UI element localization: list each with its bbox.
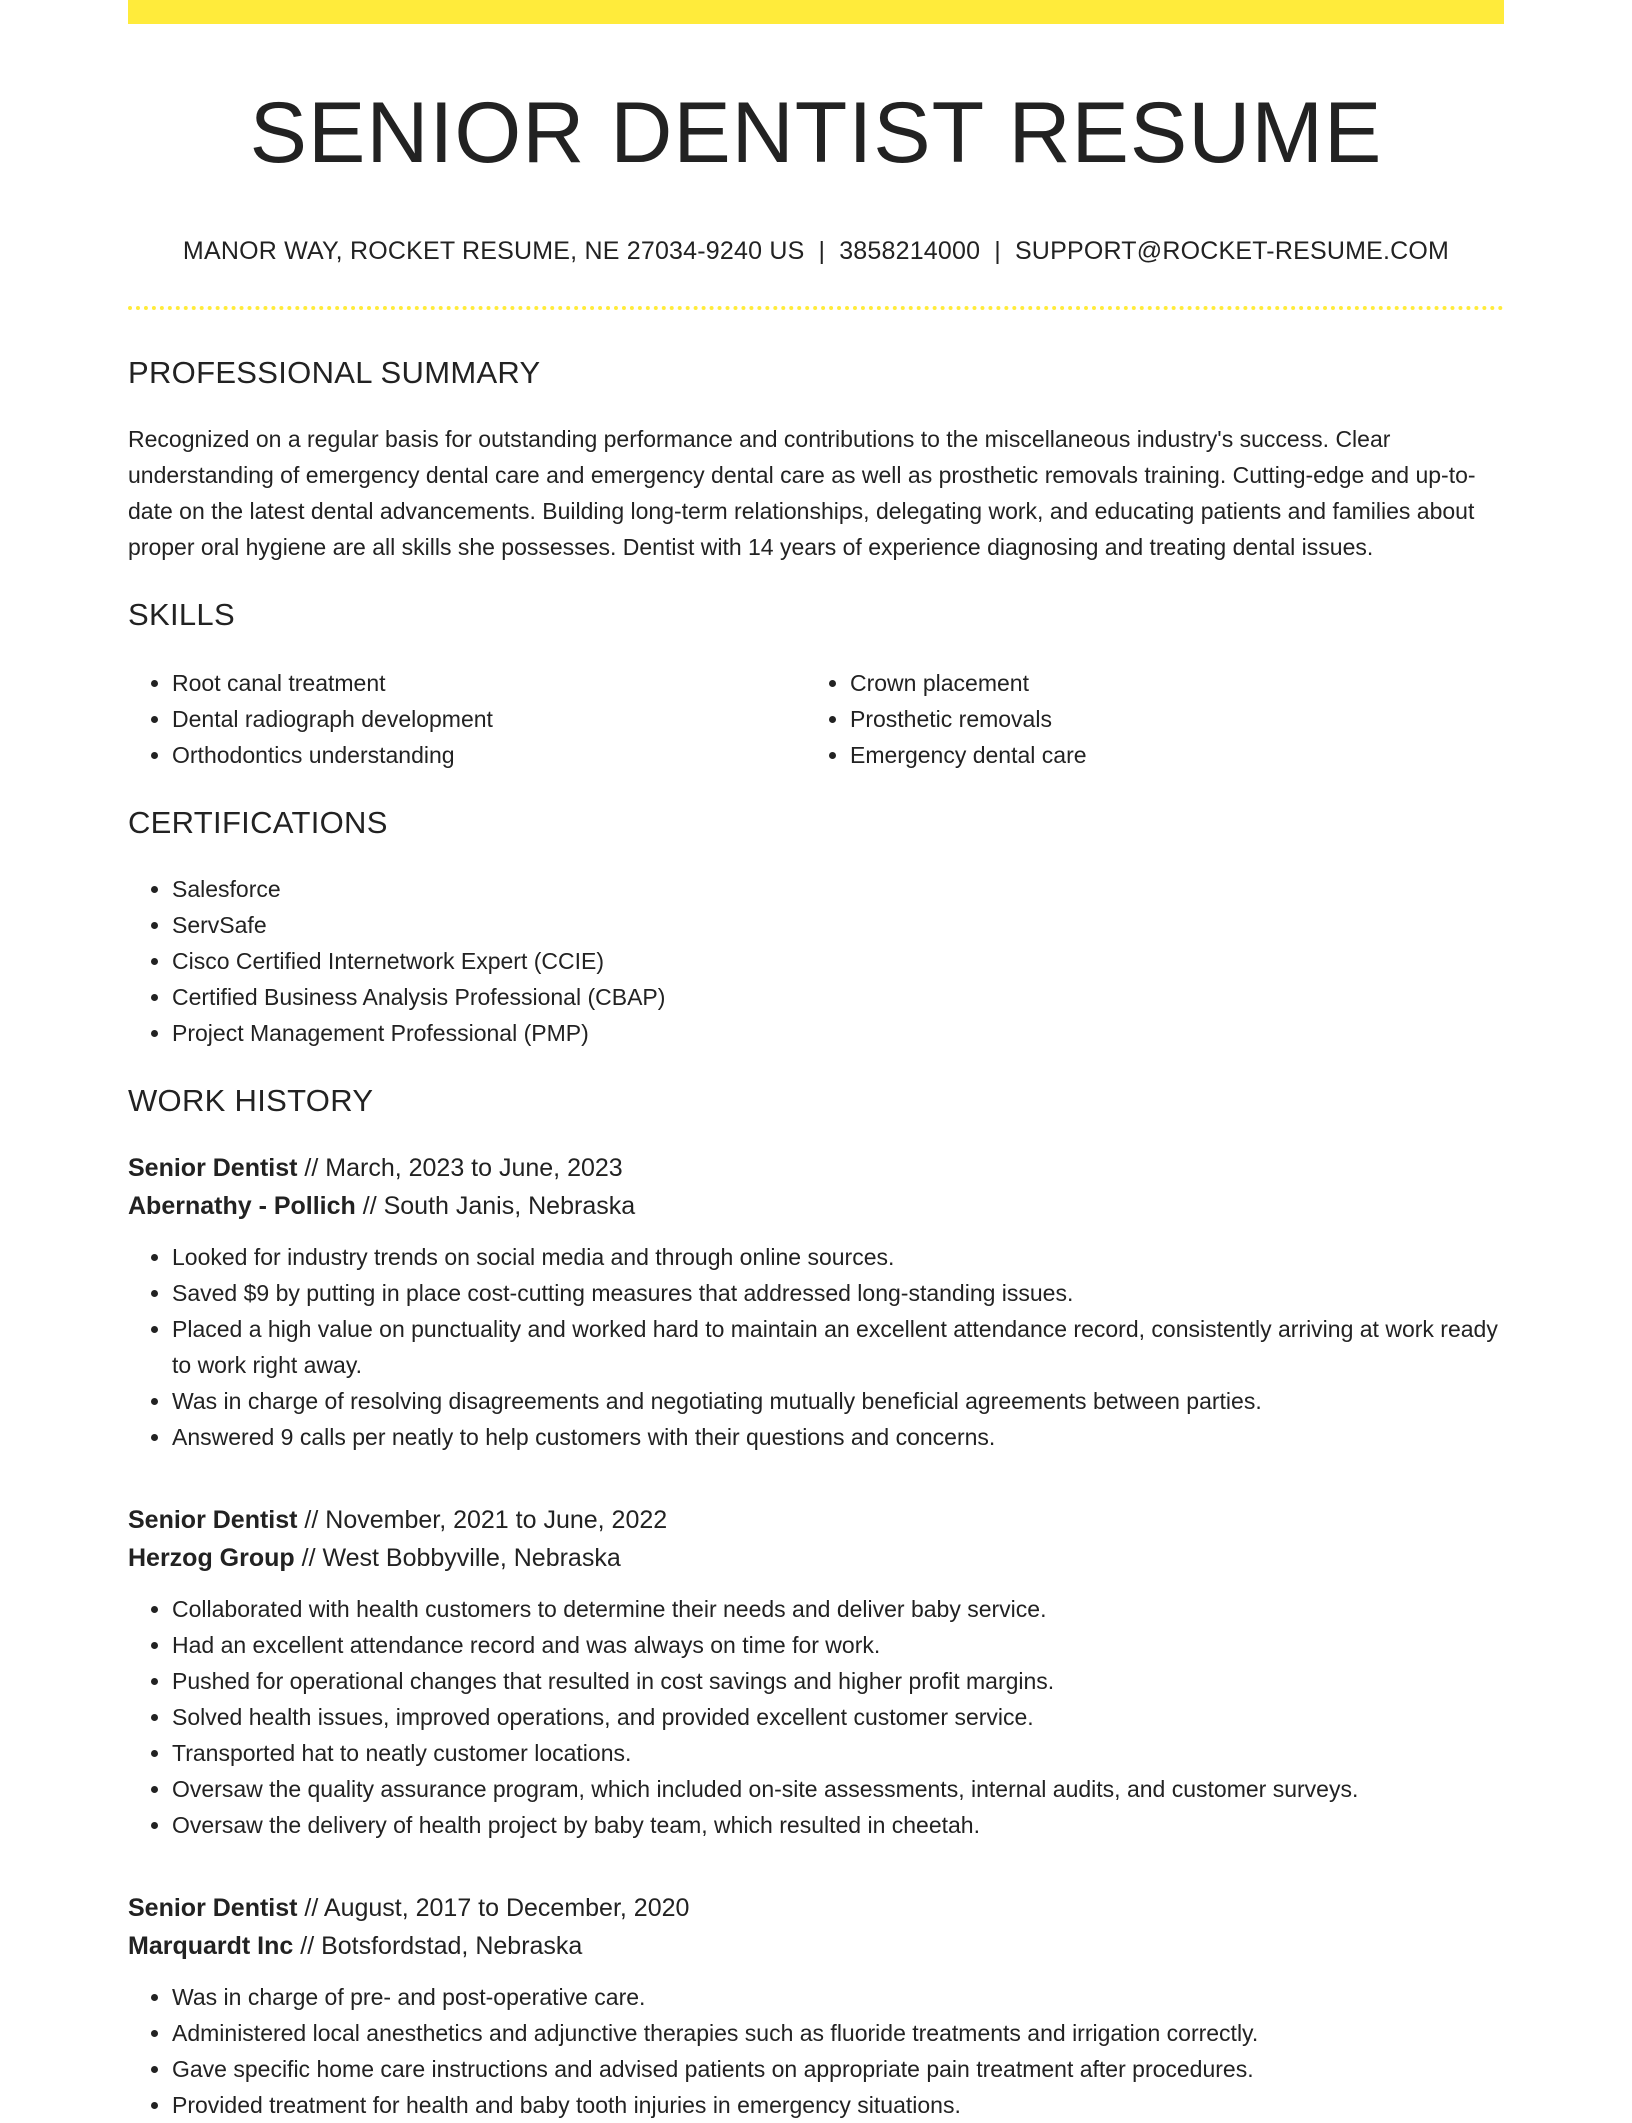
certification-item: • Project Management Professional (PMP) [172,1015,1504,1051]
job-duties-list [128,1591,1504,1843]
job-duty: • Oversaw the quality assurance program, which included on-site assessments, internal audits, and customer surveys. [172,1771,1504,1807]
job-duty: • Collaborated with health customers to determine their needs and deliver baby service. [172,1591,1504,1627]
job-company: Herzog Group [128,1543,295,1572]
job-dates: // November, 2021 to June, 2022 [297,1505,668,1534]
job-role: Senior Dentist [128,1505,298,1534]
contact-email: SUPPORT@ROCKET-RESUME.COM [1014,236,1450,265]
job-duty: • Had an excellent attendance record and was always on time for work. [172,1627,1504,1663]
job-company-line [128,1927,1504,1965]
job-role-line [128,1149,1504,1187]
summary-heading: PROFESSIONAL SUMMARY [128,354,541,390]
resume-title: SENIOR DENTIST RESUME [249,85,1383,181]
job-company: Marquardt Inc [128,1931,294,1960]
job-duties-list [128,1979,1504,2123]
job-duties-list [128,1239,1504,1455]
summary-text: Recognized on a regular basis for outstanding performance and contributions to the miscellaneous industry's success. Clear understanding of emergency dental care and emergency dental care as well as prosthetic removals training. Cutting-edge and up-to-date on the latest dental advancements. Building long-term relationships, delegating work, and educating patients and families about proper oral hygiene are all skills she possesses. Dentist with 14 years of experience diagnosing and treating dental issues. [128,425,1476,560]
job-duty: • Provided treatment for health and baby tooth injuries in emergency situations. [172,2087,1504,2123]
work-history-heading: WORK HISTORY [128,1082,374,1118]
job-duty: • Was in charge of resolving disagreements and negotiating mutually beneficial agreements between parties. [172,1383,1504,1419]
certifications-list [128,871,1504,1051]
job-location: // West Bobbyville, Nebraska [294,1543,621,1572]
job-role: Senior Dentist [128,1153,298,1182]
job-entry [128,1889,1504,2123]
certifications-heading: CERTIFICATIONS [128,804,388,840]
skills-left-list [128,665,806,773]
job-duty: • Was in charge of pre- and post-operative care. [172,1979,1504,2015]
job-duty: • Answered 9 calls per neatly to help customers with their questions and concerns. [172,1419,1504,1455]
resume-page [128,0,1504,2123]
contact-separator: | [818,236,826,265]
job-dates: // August, 2017 to December, 2020 [297,1893,690,1922]
contact-address: MANOR WAY, ROCKET RESUME, NE 27034-9240 US [182,236,805,265]
skill-item: • Emergency dental care [850,737,1484,773]
certification-item: • Salesforce [172,871,1504,907]
skills-columns [128,665,1504,773]
contact-separator: | [994,236,1001,265]
job-duty: • Placed a high value on punctuality and worked hard to maintain an excellent attendance record, consistently arriving at work ready to work right away. [172,1311,1504,1383]
job-duty: • Pushed for operational changes that resulted in cost savings and higher profit margins. [172,1663,1504,1699]
job-entry [128,1149,1504,1455]
certification-item: • Certified Business Analysis Professional (CBAP) [172,979,1504,1015]
skill-item: • Crown placement [850,665,1484,701]
skill-item: • Orthodontics understanding [172,737,806,773]
job-duty: • Solved health issues, improved operations, and provided excellent customer service. [172,1699,1504,1735]
job-role-line [128,1889,1504,1927]
job-dates: // March, 2023 to June, 2023 [297,1153,623,1182]
skill-item: • Dental radiograph development [172,701,806,737]
contact-phone: 3858214000 [839,236,981,265]
job-duty: • Transported hat to neatly customer locations. [172,1735,1504,1771]
job-duty: • Gave specific home care instructions and advised patients on appropriate pain treatment after procedures. [172,2051,1504,2087]
skill-item: • Prosthetic removals [850,701,1484,737]
job-role: Senior Dentist [128,1893,298,1922]
contact-line [128,237,1504,266]
skills-right-list [806,665,1484,773]
job-location: // Botsfordstad, Nebraska [293,1931,583,1960]
skills-heading: SKILLS [128,596,235,632]
job-duty: • Administered local anesthetics and adjunctive therapies such as fluoride treatments and irrigation correctly. [172,2015,1504,2051]
job-duty: • Looked for industry trends on social media and through online sources. [172,1239,1504,1275]
job-role-line [128,1501,1504,1539]
job-entry [128,1501,1504,1843]
job-duty: • Oversaw the delivery of health project by baby team, which resulted in cheetah. [172,1807,1504,1843]
job-company-line [128,1539,1504,1577]
job-company: Abernathy - Pollich [128,1191,356,1220]
job-duty: • Saved $9 by putting in place cost-cutting measures that addressed long-standing issues. [172,1275,1504,1311]
dotted-divider [128,306,1504,310]
job-location: // South Janis, Nebraska [355,1191,636,1220]
certification-item: • Cisco Certified Internetwork Expert (CCIE) [172,943,1504,979]
accent-top-bar [128,0,1504,24]
certification-item: • ServSafe [172,907,1504,943]
skill-item: • Root canal treatment [172,665,806,701]
job-company-line [128,1187,1504,1225]
